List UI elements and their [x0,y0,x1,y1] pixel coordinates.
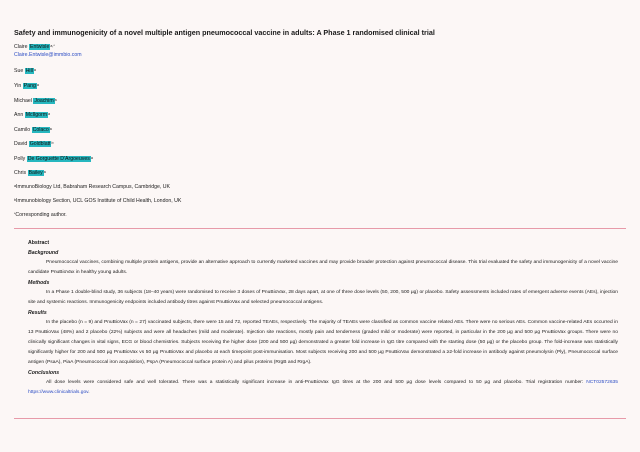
conclusions-heading: Conclusions [28,370,60,376]
author-superscript: a,* [50,44,55,48]
background-text: Pneumococcal vaccines, combining multiple protein antigens, provide an alternative approach to currently marketed vaccines and may provide broader protection against pneumococcal disease. This trial evaluated the safety and immunogenicity of a novel vaccine candidate PnuBioVax in healthy young adults. [28,260,618,275]
author-line [14,127,52,134]
author-line [14,141,53,148]
author-superscript: a [48,112,51,116]
author-first-name: Ann [14,112,24,118]
affiliation-text: ImmunoBiology Ltd, Babraham Research Campus, Cambridge, UK [16,184,170,190]
author-last-name: Joachim [34,98,54,104]
corresponding-author-note [14,212,67,219]
author-first-name: Claire [14,44,28,50]
author-first-name: Chris [14,170,27,176]
author-first-name: Camilo [14,127,31,133]
author-line [14,98,57,105]
methods-text: In a Phase 1 double-blind study, 36 subjects (18–40 years) were randomised to receive 3 doses of PnuBioVax, 28 days apart, at one of three dose levels (50, 200, 500 µg) or placebo. Safety assessments included rates of emergent adverse events (AEs), injection site and systemic reactions. Immunogenicity endpoints included antibody titres against PnuBioVax and selected pneumococcal antigens. [28,290,618,305]
affiliation [14,198,181,205]
author-last-name: Pang [23,83,36,89]
author-line [14,83,39,90]
author-superscript: b [51,141,54,145]
section-divider [14,418,626,419]
author-email-link[interactable]: Claire.Entwisle@immbio.com [14,52,82,58]
author-superscript: a [43,170,46,174]
author-first-name: Sue [14,68,24,74]
author-first-name: Polly [14,156,26,162]
results-heading: Results [28,310,47,316]
author-first-name: David [14,141,28,147]
author-last-name: Hill [25,68,33,74]
affiliation-superscript: b [14,198,16,202]
affiliation-text: Immunobiology Section, UCL GOS Institute of Child Health, London, UK [16,198,182,204]
trial-registration-number-link[interactable]: NCT02572635 [586,380,618,385]
author-last-name: McIlgorm [25,112,48,118]
abstract [28,238,618,398]
author-superscript: a [36,83,39,87]
results-text: In the placebo (n = 9) and PnuBioVax (n = 27) vaccinated subjects, there were 15 and 72, reported TEAEs, respectively. The majority of TEAEs were classified as common vaccine related AEs. There were no serious AEs. Common vaccine-related AEs occurred in 13 PnuBioVax (48%) and 2 placebo (22%) subjects and were all headaches (mild and moderate). Injection site reactions, mostly pain and tenderness (graded mild or moderate) were reported, in particular in the 200 µg and 500 µg PnuBioVax groups. There were no clinically significant changes in vital signs, ECG or blood chemistries. Subjects receiving the higher dose (200 and 500 µg) demonstrated a greater fold increase in IgG titre compared with the starting dose (50 µg) or the placebo group. The fold-increase was statistically significantly higher for 200 and 500 µg PnuBioVax vs 50 µg PnuBioVax and placebo at each timepoint post-immunisation. Most subjects receiving 200 and 500 µg PnuBioVax demonstrated a ≥2-fold increase in antibody against pneumolysin (Ply), Pneumococcal surface antigen (PsaA), PiaA (Pneumococcal iron acquisition), PspA (Pneumococcal surface protein A) and pilus proteins (RrgB and RrgA). [28,320,618,365]
clinicaltrials-link[interactable]: https://www.clinicaltrials.gov [28,390,89,395]
author-line [14,156,93,163]
background-heading: Background [28,250,59,256]
author-line [14,44,55,51]
affiliation-superscript: a [14,184,16,188]
author-superscript: a [90,156,93,160]
author-first-name: Yin [14,83,22,89]
affiliation [14,184,170,191]
section-divider [14,228,626,229]
author-last-name: De Gorguette D'Argoeuves [27,156,90,162]
corresponding-superscript: * [14,212,16,216]
conclusions-paragraph [28,378,618,398]
conclusions-tail: . [88,390,90,395]
author-superscript: a [54,98,57,102]
author-first-name: Michael [14,98,32,104]
abstract-heading: Abstract [28,240,50,246]
conclusions-text: All dose levels were considered safe and well tolerated. There was a statistically significant increase in anti-PnuBioVax IgG titres at the 200 and 500 µg dose levels compared to 50 µg and placebo. Trial registration number: [46,380,587,385]
author-line [14,112,50,119]
author-last-name: Bailey [28,170,43,176]
author-last-name: Entwisle [30,44,50,50]
author-line [14,170,46,177]
author-last-name: Colaco [32,127,49,133]
methods-heading: Methods [28,280,50,286]
author-superscript: a [33,68,36,72]
corresponding-text: Corresponding author. [15,212,67,218]
author-line [14,68,36,75]
author-last-name: Goldblatt [29,141,51,147]
article-title: Safety and immunogenicity of a novel multiple antigen pneumococcal vaccine in adults: A Phase 1 randomised clinical trial [14,28,435,37]
author-superscript: a [49,127,52,131]
